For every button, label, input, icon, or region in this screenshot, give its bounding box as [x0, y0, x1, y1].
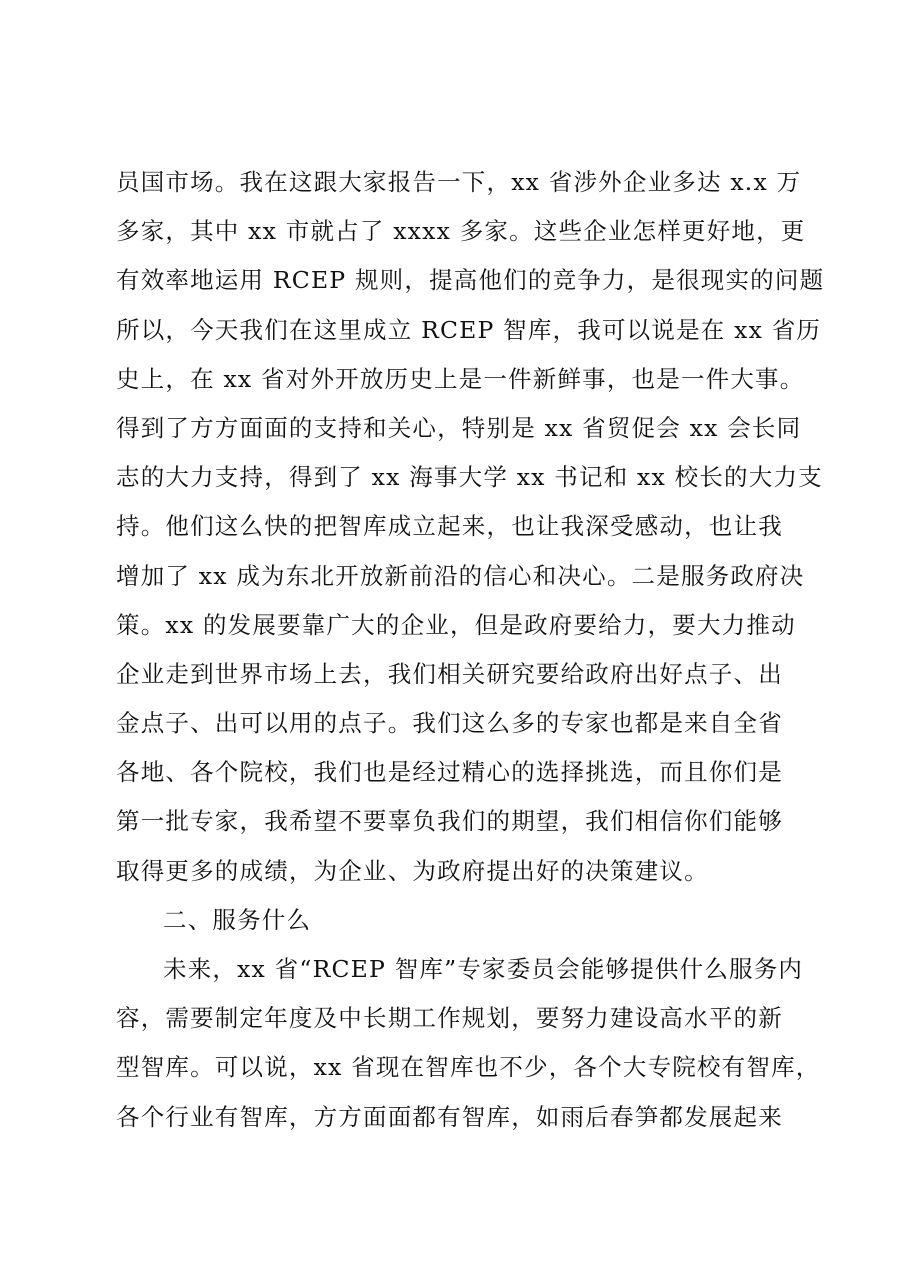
- text-line-9: 增加了 xx 成为东北开放新前沿的信心和决心。二是服务政府决: [116, 561, 805, 590]
- text-line-5: 史上，在 xx 省对外开放历史上是一件新鲜事，也是一件大事。: [116, 364, 805, 393]
- text-line-10: 策。xx 的发展要靠广大的企业，但是政府要给力，要大力推动: [116, 610, 796, 639]
- text-line-17: 未来，xx 省“RCEP 智库”专家委员会能够提供什么服务内: [163, 955, 804, 983]
- text-line-14: 第一批专家，我希望不要辜负我们的期望，我们相信你们能够: [116, 807, 783, 836]
- text-line-6: 得到了方方面面的支持和关心，特别是 xx 省贸促会 xx 会长同: [116, 413, 802, 442]
- text-line-3: 有效率地运用 RCEP 规则，提高他们的竞争力，是很现实的问题: [116, 266, 825, 295]
- text-line-12: 金点子、出可以用的点子。我们这么多的专家也都是来自全省: [116, 709, 783, 738]
- text-line-18: 容，需要制定年度及中长期工作规划，要努力建设高水平的新: [116, 1004, 783, 1033]
- text-line-2: 多家，其中 xx 市就占了 xxxx 多家。这些企业怎样更好地，更: [116, 217, 806, 246]
- section-heading: 二、服务什么: [163, 905, 312, 934]
- text-line-8: 持。他们这么快的把智库成立起来，也让我深受感动，也让我: [116, 512, 783, 541]
- text-line-20: 各个行业有智库，方方面面都有智库，如雨后春笋都发展起来: [116, 1102, 783, 1131]
- text-line-13: 各地、各个院校，我们也是经过精心的选择挑选，而且你们是: [116, 758, 783, 787]
- text-line-7: 志的大力支持，得到了 xx 海事大学 xx 书记和 xx 校长的大力支: [116, 463, 823, 492]
- text-line-4: 所以，今天我们在这里成立 RCEP 智库，我可以说是在 xx 省历: [116, 315, 822, 344]
- body-text: [116, 158, 825, 1142]
- text-line-19: 型智库。可以说，xx 省现在智库也不少，各个大专院校有智库，: [116, 1053, 821, 1082]
- text-line-1: 员国市场。我在这跟大家报告一下，xx 省涉外企业多达 x.x 万: [116, 168, 802, 196]
- text-line-11: 企业走到世界市场上去，我们相关研究要给政府出好点子、出: [116, 659, 783, 688]
- text-line-15: 取得更多的成绩，为企业、为政府提出好的决策建议。: [116, 856, 709, 885]
